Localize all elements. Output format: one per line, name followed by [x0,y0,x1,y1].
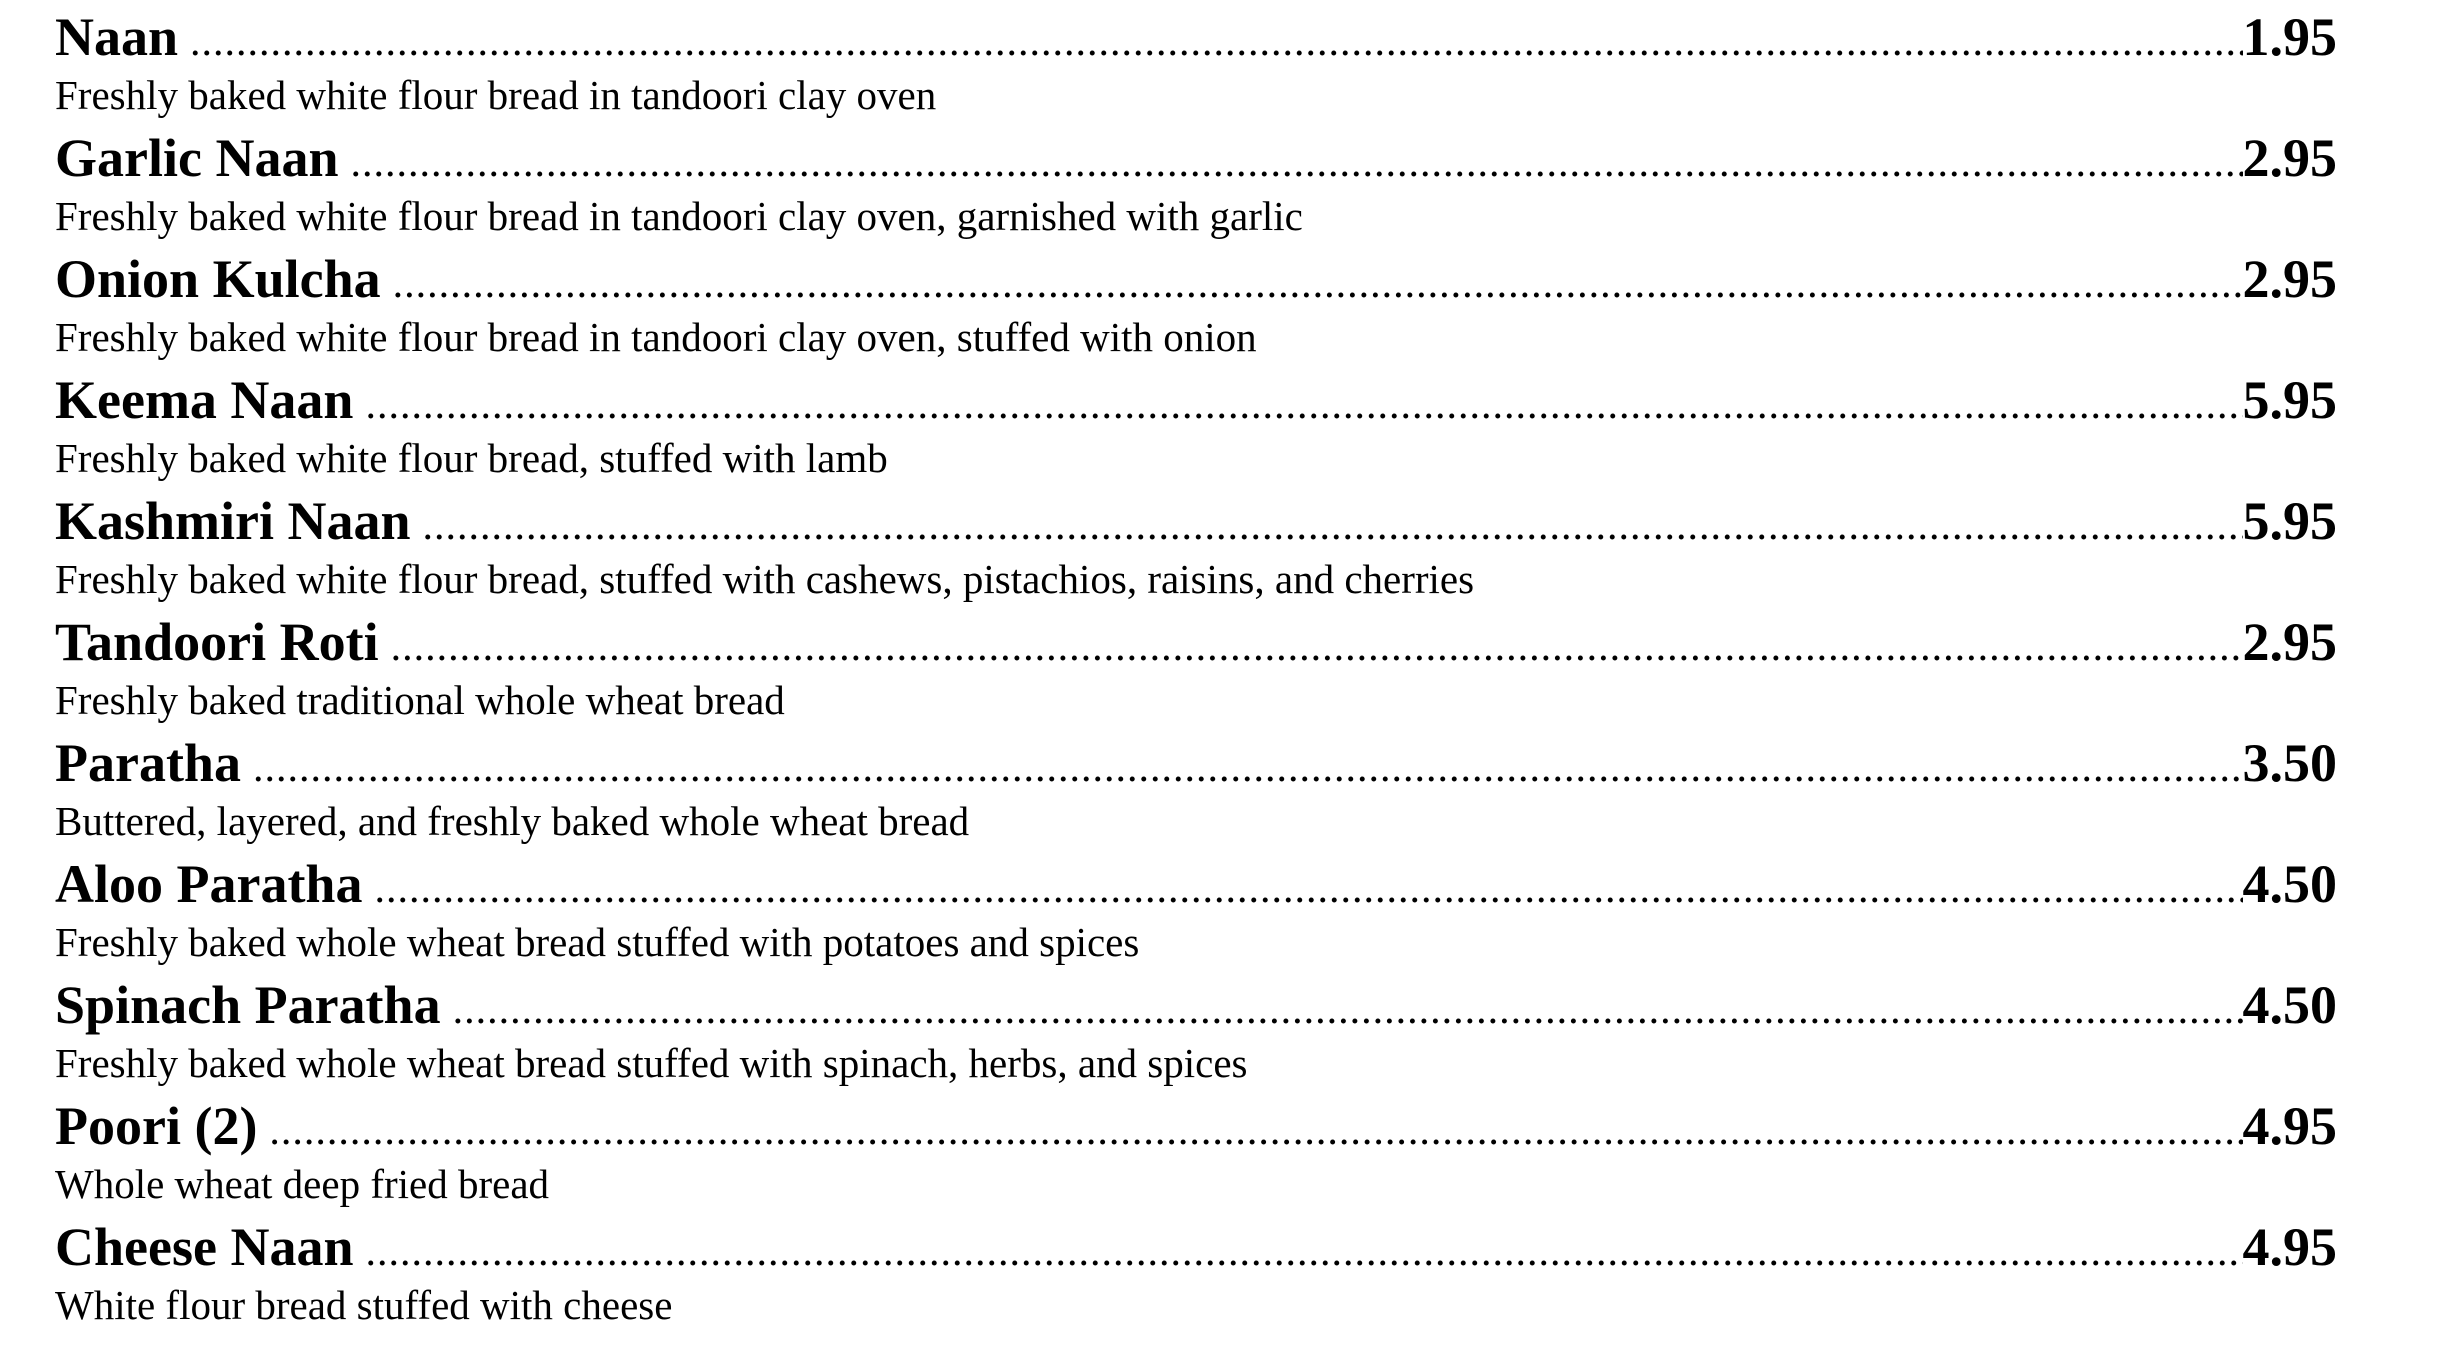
menu-item-tandoori-roti [55,605,2337,726]
menu-item-price: 4.50 [2242,854,2337,914]
menu-item-name: Paratha [55,733,241,793]
menu-item-price: 3.50 [2242,733,2337,793]
menu-item-price: 2.95 [2242,249,2337,309]
menu-item-line [55,1216,2337,1278]
menu-item-name: Tandoori Roti [55,612,379,672]
menu-item-line [55,490,2337,552]
menu-item-line [55,6,2337,68]
menu-item-paratha [55,726,2337,847]
menu-item-naan [55,0,2337,121]
bread-menu-list [55,0,2337,1331]
menu-item-price: 4.50 [2242,975,2337,1035]
menu-item-description: Freshly baked white flour bread, stuffed with lamb [55,435,888,481]
menu-item-name: Onion Kulcha [55,249,381,309]
menu-item-description: Freshly baked whole wheat bread stuffed with spinach, herbs, and spices [55,1040,1248,1086]
menu-item-description: Freshly baked white flour bread, stuffed with cashews, pistachios, raisins, and cherries [55,556,1475,602]
menu-item-price: 5.95 [2242,491,2337,551]
menu-item-poori [55,1089,2337,1210]
menu-item-price: 4.95 [2242,1217,2337,1277]
menu-item-line [55,1095,2337,1157]
menu-item-price: 5.95 [2242,370,2337,430]
menu-item-price: 4.95 [2242,1096,2337,1156]
menu-item-name: Garlic Naan [55,128,339,188]
menu-item-name: Spinach Paratha [55,975,441,1035]
menu-item-line [55,853,2337,915]
menu-item-garlic-naan [55,121,2337,242]
menu-item-name: Poori (2) [55,1096,258,1156]
dot-leader [423,495,2243,552]
menu-item-cheese-naan [55,1210,2337,1331]
menu-item-description: Freshly baked white flour bread in tandoori clay oven, stuffed with onion [55,314,1257,360]
menu-item-description: Freshly baked whole wheat bread stuffed with potatoes and spices [55,919,1140,965]
menu-item-description: Whole wheat deep fried bread [55,1161,550,1207]
dot-leader [365,1221,2242,1278]
dot-leader [393,253,2243,310]
menu-item-name: Cheese Naan [55,1217,354,1277]
menu-item-line [55,611,2337,673]
dot-leader [350,132,2242,189]
menu-item-name: Aloo Paratha [55,854,363,914]
menu-item-description: Freshly baked white flour bread in tandoori clay oven, garnished with garlic [55,193,1303,239]
menu-item-line [55,732,2337,794]
menu-item-onion-kulcha [55,242,2337,363]
menu-item-spinach-paratha [55,968,2337,1089]
dot-leader [190,11,2242,68]
menu-item-line [55,369,2337,431]
menu-item-keema-naan [55,363,2337,484]
dot-leader [453,979,2243,1036]
menu-item-description: Freshly baked white flour bread in tandoori clay oven [55,72,937,118]
menu-item-name: Naan [55,7,179,67]
menu-item-description: Freshly baked traditional whole wheat bread [55,677,785,723]
dot-leader [374,858,2242,915]
menu-item-price: 2.95 [2242,612,2337,672]
menu-item-kashmiri-naan [55,484,2337,605]
menu-item-description: Buttered, layered, and freshly baked whole wheat bread [55,798,970,844]
menu-item-price: 2.95 [2242,128,2337,188]
menu-item-aloo-paratha [55,847,2337,968]
menu-item-price: 1.95 [2242,7,2337,67]
menu-item-line [55,974,2337,1036]
dot-leader [391,616,2243,673]
menu-item-name: Kashmiri Naan [55,491,411,551]
menu-item-description: White flour bread stuffed with cheese [55,1282,673,1328]
menu-item-line [55,127,2337,189]
menu-item-name: Keema Naan [55,370,354,430]
menu-item-line [55,248,2337,310]
dot-leader [253,737,2243,794]
dot-leader [365,374,2242,431]
dot-leader [269,1100,2242,1157]
